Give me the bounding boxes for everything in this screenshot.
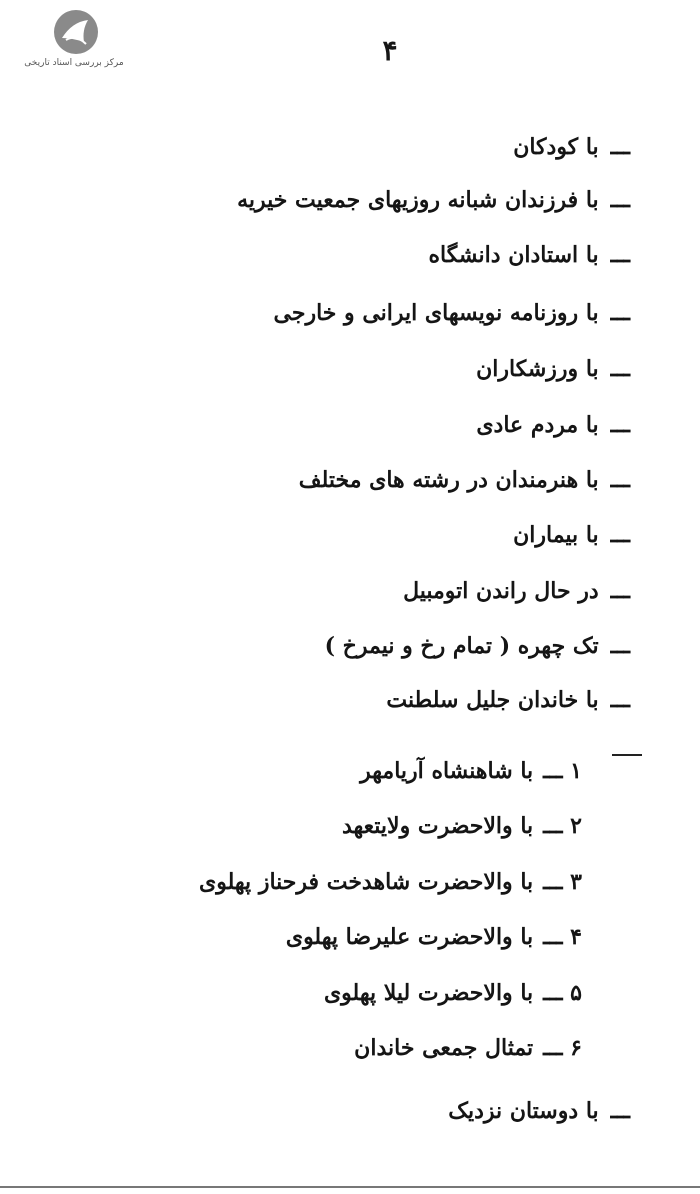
list-dash: ـــ [610, 356, 630, 382]
list-item [386, 683, 630, 717]
list-dash: ـــ [610, 187, 630, 213]
family-item-text: با والاحضرت لیلا پهلوی [323, 980, 534, 1006]
family-item-text: با والاحضرت شاهدخت فرحناز پهلوی [199, 869, 534, 895]
archive-logo-text: مرکز بررسی اسناد تاریخی [24, 58, 124, 68]
list-item-text: با خاندان جلیل سلطنت [386, 687, 599, 713]
list-item [476, 352, 630, 386]
family-item-number: ۵ ـــ [543, 980, 582, 1006]
list-item [448, 1094, 630, 1128]
section-rule [612, 754, 642, 756]
list-item-text: با روزنامه نویسهای ایرانی و خارجی [273, 300, 599, 326]
archive-logo [14, 8, 134, 68]
family-item-number: ۶ ـــ [543, 1035, 582, 1061]
list-item-text: با بیماران [513, 522, 599, 548]
list-item [513, 518, 630, 552]
list-item-text: با استادان دانشگاه [428, 242, 599, 268]
family-item-text: تمثال جمعی خاندان [354, 1035, 534, 1061]
family-item-text: با شاهنشاه آریامهر [360, 758, 534, 784]
list-dash: ـــ [610, 578, 630, 604]
list-item-text: با دوستان نزدیک [448, 1098, 599, 1124]
list-item-text: با کودکان [513, 134, 599, 160]
list-item-text: در حال راندن اتومبیل [403, 578, 599, 604]
list-item [325, 629, 630, 663]
family-item-text: با والاحضرت ولایتعهد [341, 813, 534, 839]
list-item [476, 408, 630, 442]
family-list-item [199, 865, 582, 899]
list-item [429, 238, 630, 272]
family-list-item [324, 976, 582, 1010]
list-dash: ـــ [610, 412, 630, 438]
page-number: ۴ [382, 34, 398, 67]
list-item-text: با ورزشکاران [476, 356, 599, 382]
list-item [403, 574, 630, 608]
family-list-item [342, 809, 582, 843]
list-item [274, 296, 630, 330]
family-item-number: ۲ ـــ [543, 813, 582, 839]
list-item [513, 130, 630, 164]
book-logo-icon [48, 8, 104, 56]
list-dash: ـــ [610, 467, 630, 493]
list-item-text: با هنرمندان در رشته های مختلف [298, 467, 599, 493]
family-list-item [354, 1031, 582, 1065]
family-list-item [286, 920, 582, 954]
list-item [299, 463, 630, 497]
family-item-text: با والاحضرت علیرضا پهلوی [285, 924, 534, 950]
family-item-number: ۴ ـــ [543, 924, 582, 950]
list-item [237, 183, 630, 217]
list-dash: ـــ [610, 1098, 630, 1124]
family-item-number: ۱ ـــ [543, 758, 582, 784]
list-dash: ـــ [610, 300, 630, 326]
page-bottom-edge [0, 1186, 700, 1188]
list-item-text: با مردم عادی [476, 412, 599, 438]
list-item-text: با فرزندان شبانه روزیهای جمعیت خیریه [237, 187, 599, 213]
family-item-number: ۳ ـــ [543, 869, 582, 895]
list-dash: ـــ [610, 633, 630, 659]
list-dash: ـــ [610, 242, 630, 268]
list-item-text: تک چهره ( تمام رخ و نیمرخ ) [324, 633, 599, 659]
list-dash: ـــ [610, 522, 630, 548]
list-dash: ـــ [610, 134, 630, 160]
family-list-item [360, 754, 582, 788]
list-dash: ـــ [610, 687, 630, 713]
